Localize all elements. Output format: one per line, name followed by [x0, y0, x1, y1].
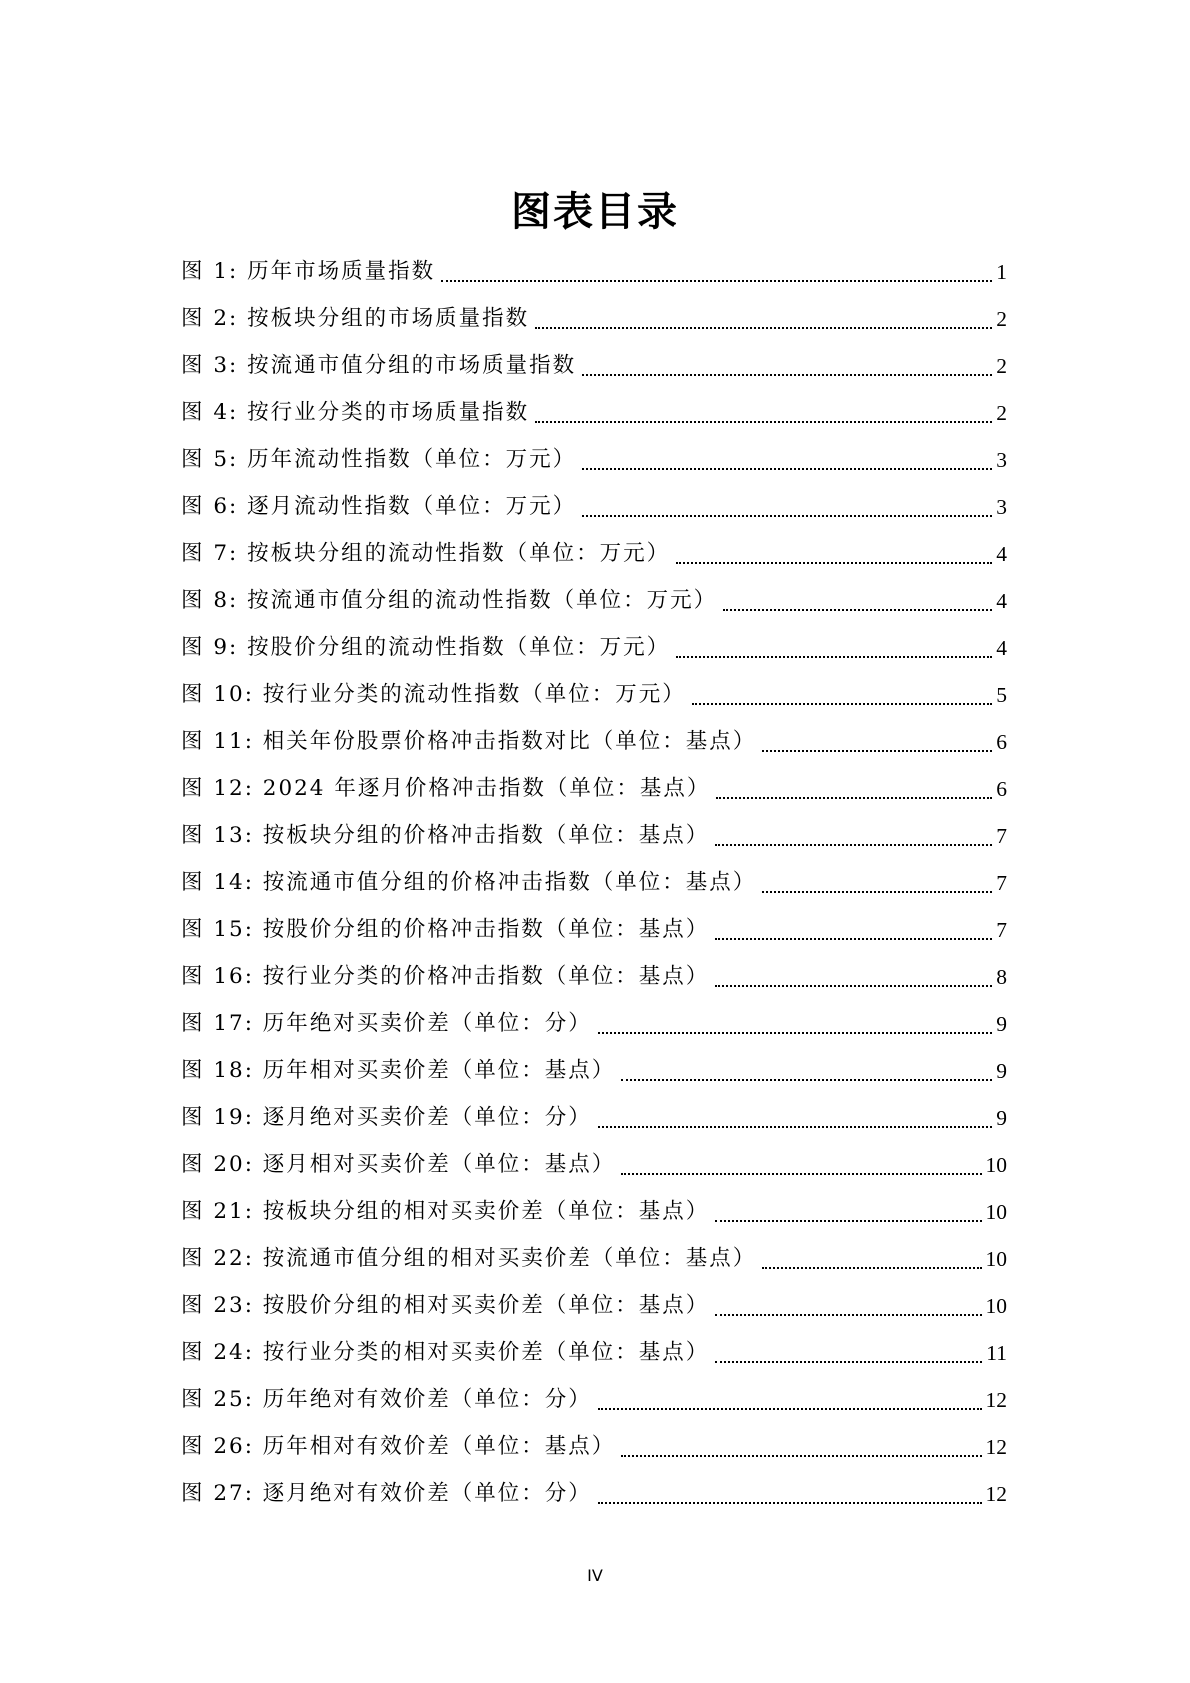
toc-entry[interactable]	[181, 1329, 1007, 1376]
toc-entry-page: 3	[996, 494, 1007, 519]
toc-entry[interactable]	[181, 812, 1007, 859]
toc-entry[interactable]	[181, 1282, 1007, 1329]
dot-leader	[716, 797, 992, 799]
toc-entry[interactable]	[181, 342, 1007, 389]
toc-entry-page: 3	[996, 447, 1007, 472]
toc-entry-label: 图 19: 逐月绝对买卖价差（单位：分）	[181, 1104, 592, 1130]
toc-entry[interactable]	[181, 1141, 1007, 1188]
toc-entry[interactable]	[181, 248, 1007, 295]
dot-leader	[582, 468, 992, 470]
toc-entry-page: 7	[996, 870, 1007, 895]
dot-leader	[598, 1408, 982, 1410]
toc-entry[interactable]	[181, 624, 1007, 671]
toc-entry-page: 2	[996, 306, 1007, 331]
toc-entry[interactable]	[181, 295, 1007, 342]
toc-entry-label: 图 13: 按板块分组的价格冲击指数（单位：基点）	[181, 822, 710, 848]
toc-entry[interactable]	[181, 1235, 1007, 1282]
dot-leader	[715, 938, 992, 940]
toc-entry-label: 图 9: 按股价分组的流动性指数（单位：万元）	[181, 634, 671, 660]
toc-entry[interactable]	[181, 1470, 1007, 1517]
toc-entry-label: 图 15: 按股价分组的价格冲击指数（单位：基点）	[181, 916, 710, 942]
toc-entry-page: 11	[986, 1340, 1007, 1365]
toc-entry-page: 1	[996, 259, 1007, 284]
toc-entry-label: 图 8: 按流通市值分组的流动性指数（单位：万元）	[181, 587, 718, 613]
toc-entry-label: 图 25: 历年绝对有效价差（单位：分）	[181, 1386, 592, 1412]
dot-leader	[535, 327, 992, 329]
toc-entry-label: 图 22: 按流通市值分组的相对买卖价差（单位：基点）	[181, 1245, 757, 1271]
toc-entry-page: 10	[985, 1152, 1007, 1177]
toc-entry[interactable]	[181, 389, 1007, 436]
toc-entry[interactable]	[181, 765, 1007, 812]
toc-entry[interactable]	[181, 1000, 1007, 1047]
toc-entry-page: 7	[996, 917, 1007, 942]
toc-entry-page: 6	[996, 776, 1007, 801]
toc-entry-page: 4	[996, 541, 1007, 566]
toc-entry-page: 9	[996, 1058, 1007, 1083]
dot-leader	[762, 891, 992, 893]
toc-entry-label: 图 6: 逐月流动性指数（单位：万元）	[181, 493, 577, 519]
toc-entry-label: 图 10: 按行业分类的流动性指数（单位：万元）	[181, 681, 686, 707]
dot-leader	[762, 1267, 981, 1269]
toc-entry[interactable]	[181, 436, 1007, 483]
toc-entry-page: 9	[996, 1105, 1007, 1130]
page-title: 图表目录	[511, 188, 679, 235]
toc-entry[interactable]	[181, 483, 1007, 530]
toc-entry-page: 2	[996, 353, 1007, 378]
dot-leader	[441, 280, 992, 282]
toc-entry-label: 图 17: 历年绝对买卖价差（单位：分）	[181, 1010, 592, 1036]
dot-leader	[598, 1502, 982, 1504]
toc-entry-label: 图 16: 按行业分类的价格冲击指数（单位：基点）	[181, 963, 710, 989]
dot-leader	[715, 1220, 981, 1222]
toc-entry-page: 12	[985, 1434, 1007, 1459]
dot-leader	[715, 985, 992, 987]
toc-entry-label: 图 2: 按板块分组的市场质量指数	[181, 305, 530, 331]
dot-leader	[723, 609, 992, 611]
toc-entry[interactable]	[181, 1188, 1007, 1235]
toc-entry-label: 图 26: 历年相对有效价差（单位：基点）	[181, 1433, 616, 1459]
toc-entry[interactable]	[181, 906, 1007, 953]
table-of-figures	[181, 248, 1007, 1517]
toc-entry[interactable]	[181, 953, 1007, 1000]
dot-leader	[715, 844, 992, 846]
toc-entry-page: 8	[996, 964, 1007, 989]
toc-entry-page: 12	[985, 1481, 1007, 1506]
toc-entry-label: 图 27: 逐月绝对有效价差（单位：分）	[181, 1480, 592, 1506]
toc-entry-label: 图 7: 按板块分组的流动性指数（单位：万元）	[181, 540, 671, 566]
toc-entry-label: 图 24: 按行业分类的相对买卖价差（单位：基点）	[181, 1339, 710, 1365]
toc-entry-label: 图 3: 按流通市值分组的市场质量指数	[181, 352, 577, 378]
toc-entry-page: 9	[996, 1011, 1007, 1036]
toc-entry-label: 图 14: 按流通市值分组的价格冲击指数（单位：基点）	[181, 869, 757, 895]
dot-leader	[715, 1314, 981, 1316]
dot-leader	[621, 1455, 981, 1457]
toc-entry-page: 4	[996, 635, 1007, 660]
dot-leader	[598, 1032, 992, 1034]
toc-entry-page: 5	[996, 682, 1007, 707]
dot-leader	[715, 1361, 982, 1363]
toc-entry-page: 2	[996, 400, 1007, 425]
toc-entry-page: 10	[985, 1246, 1007, 1271]
dot-leader	[582, 374, 992, 376]
toc-entry[interactable]	[181, 859, 1007, 906]
toc-entry-label: 图 11: 相关年份股票价格冲击指数对比（单位：基点）	[181, 728, 757, 754]
toc-entry-label: 图 4: 按行业分类的市场质量指数	[181, 399, 530, 425]
dot-leader	[598, 1126, 992, 1128]
toc-entry[interactable]	[181, 671, 1007, 718]
dot-leader	[535, 421, 992, 423]
toc-entry-label: 图 18: 历年相对买卖价差（单位：基点）	[181, 1057, 616, 1083]
toc-entry-page: 10	[985, 1293, 1007, 1318]
toc-entry[interactable]	[181, 1423, 1007, 1470]
toc-entry-label: 图 23: 按股价分组的相对买卖价差（单位：基点）	[181, 1292, 710, 1318]
toc-entry-label: 图 1: 历年市场质量指数	[181, 258, 436, 284]
dot-leader	[621, 1079, 992, 1081]
dot-leader	[676, 656, 992, 658]
dot-leader	[762, 750, 992, 752]
toc-entry-label: 图 20: 逐月相对买卖价差（单位：基点）	[181, 1151, 616, 1177]
toc-entry[interactable]	[181, 1047, 1007, 1094]
dot-leader	[692, 703, 992, 705]
toc-entry[interactable]	[181, 1376, 1007, 1423]
toc-entry[interactable]	[181, 718, 1007, 765]
toc-entry-label: 图 5: 历年流动性指数（单位：万元）	[181, 446, 577, 472]
toc-entry-label: 图 12: 2024 年逐月价格冲击指数（单位：基点）	[181, 775, 711, 801]
toc-entry-page: 10	[985, 1199, 1007, 1224]
dot-leader	[621, 1173, 981, 1175]
toc-entry-label: 图 21: 按板块分组的相对买卖价差（单位：基点）	[181, 1198, 710, 1224]
toc-entry[interactable]	[181, 530, 1007, 577]
page-number: IV	[587, 1566, 603, 1585]
dot-leader	[582, 515, 992, 517]
toc-entry-page: 6	[996, 729, 1007, 754]
toc-entry-page: 7	[996, 823, 1007, 848]
toc-entry-page: 12	[985, 1387, 1007, 1412]
toc-entry[interactable]	[181, 577, 1007, 624]
dot-leader	[676, 562, 992, 564]
toc-entry-page: 4	[996, 588, 1007, 613]
toc-entry[interactable]	[181, 1094, 1007, 1141]
